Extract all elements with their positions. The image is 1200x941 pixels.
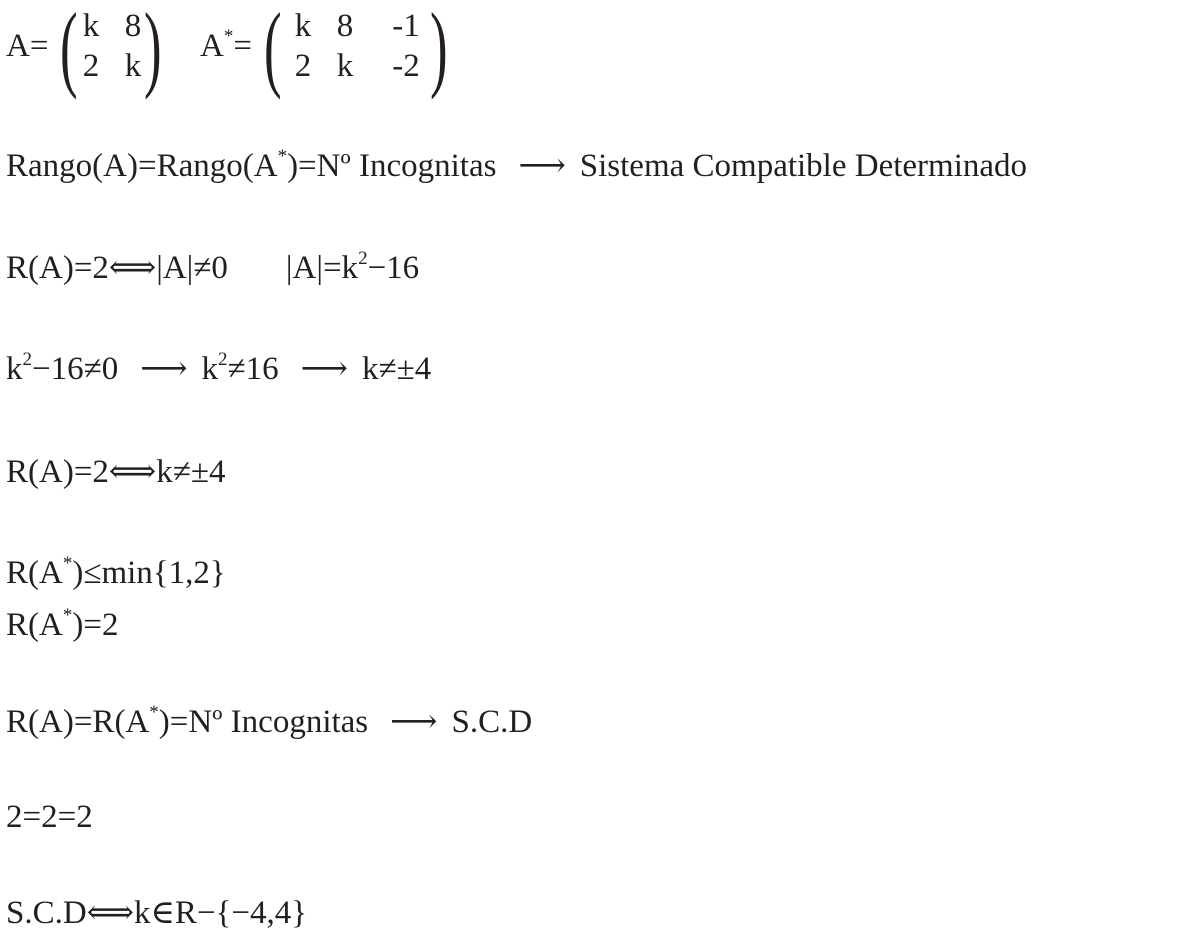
matrix-astar-cell: 2 [294,48,312,84]
determinant-line: R(A)=2⟺|A|≠0 $|A|=k^2-16$ [6,248,420,286]
rank-a-conclusion-line: R(A)=2⟺k≠±4 [6,454,226,490]
matrix-a-cell: 2 [82,48,100,84]
matrix-a-cell: 8 [124,8,142,44]
solve-k-line: $k^2-16\ne 0$ ⟶ $k^2\ne 16$ ⟶ k≠±4 [6,349,432,387]
implies-arrow: ⟶ [518,148,566,184]
scd-condition-line: R(A)=R(A*)=Nº Incognitas ⟶ S.C.D [6,702,533,740]
implies-arrow: ⟶ [140,351,188,387]
matrix-a-left-paren: ( [60,0,78,100]
equality-line: 2=2=2 [6,799,93,835]
matrix-astar-right-paren: ) [430,0,448,100]
implies-arrow: ⟶ [300,351,348,387]
rank-condition-line: Rango(A)=Rango(A*)=Nº Incognitas ⟶ Sistema Compatible Determinado [6,146,1028,184]
rank-astar-value-line: R(A*)=2 [6,605,119,643]
matrix-a-cell: k [82,8,100,44]
matrix-astar-cell: k [336,48,354,84]
matrix-astar-cell: 8 [336,8,354,44]
implies-arrow: ⟶ [390,704,438,740]
matrix-a-cell: k [124,48,142,84]
matrix-astar-left-paren: ( [264,0,282,100]
matrix-astar-cell: k [294,8,312,44]
final-conclusion-line: S.C.D⟺k∈R−{−4,4} [6,895,308,931]
rank-astar-bound-line: R(A*)≤min{1,2} [6,553,226,591]
matrix-a-label: A= [6,28,49,64]
matrix-a-right-paren: ) [144,0,162,100]
matrix-astar-cell: -2 [392,48,420,84]
matrix-astar-label: A*= [200,26,252,64]
matrix-astar-cell: -1 [392,8,420,44]
